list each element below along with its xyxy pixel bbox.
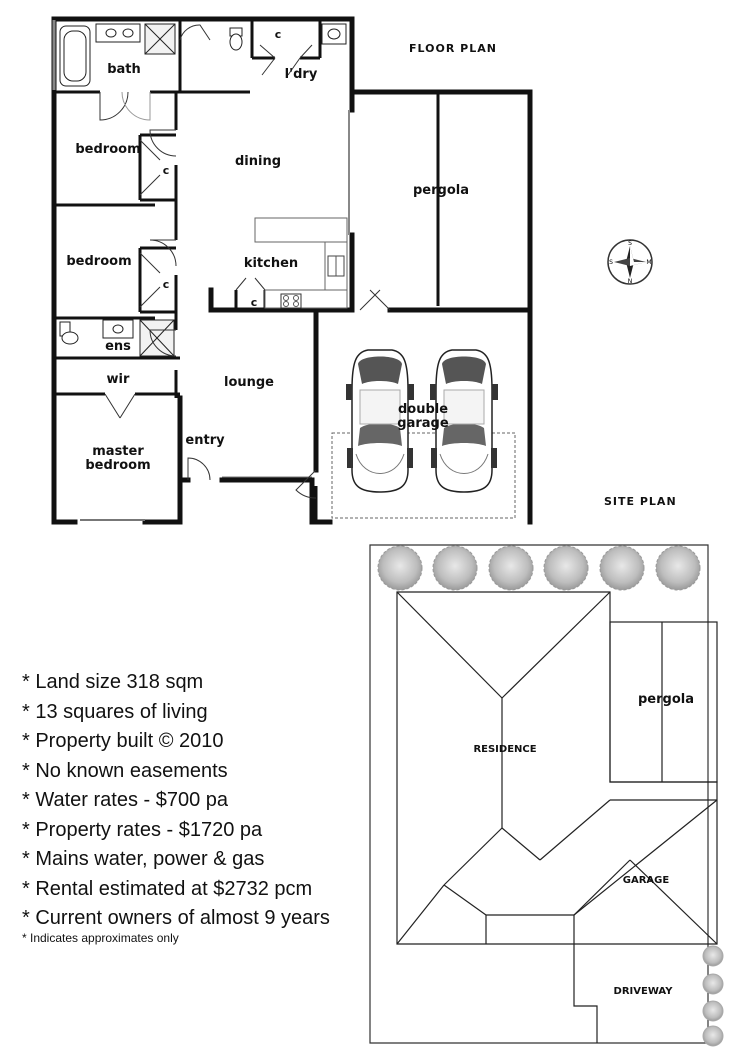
- shrub-icon: [703, 1001, 723, 1021]
- room-bath: bath: [107, 62, 141, 77]
- compass-bottom: N: [627, 278, 633, 285]
- approximates-note: * Indicates approximates only: [22, 931, 179, 945]
- tree-icon: [378, 546, 422, 590]
- site-driveway-label: DRIVEWAY: [613, 986, 673, 997]
- compass-icon: [608, 240, 652, 285]
- site-pergola-label: pergola: [638, 692, 694, 707]
- room-master-line1: master: [92, 444, 144, 459]
- room-entry: entry: [185, 433, 225, 448]
- compass-left: S: [609, 259, 613, 266]
- site-residence-label: RESIDENCE: [473, 744, 537, 755]
- room-garage-line2: garage: [397, 416, 449, 431]
- cupboard-bedroom-1: c: [162, 164, 170, 177]
- cupboard-bedroom-2: c: [162, 278, 170, 291]
- cupboard-kitchen: c: [250, 296, 258, 309]
- compass-right: M: [646, 259, 652, 266]
- room-dining: dining: [234, 154, 282, 169]
- feature-item: * 13 squares of living: [22, 700, 208, 723]
- feature-item: * Property built © 2010: [22, 730, 224, 752]
- room-bedroom-2: bedroom: [66, 254, 132, 269]
- room-pergola: pergola: [413, 183, 469, 198]
- room-bedroom-1: bedroom: [75, 142, 141, 157]
- feature-item: * No known easements: [22, 759, 228, 782]
- tree-icon: [656, 546, 700, 590]
- tree-icon: [433, 546, 477, 590]
- feature-list: [22, 668, 330, 934]
- room-master-line2: bedroom: [85, 458, 151, 473]
- shrub-icon: [703, 946, 723, 966]
- feature-item: * Property rates - $1720 pa: [22, 818, 263, 841]
- feature-item: * Water rates - $700 pa: [22, 789, 229, 811]
- cupboard-laundry: c: [274, 28, 282, 41]
- site-boundary: [370, 545, 708, 1043]
- tree-icon: [544, 546, 588, 590]
- shrub-icon: [703, 974, 723, 994]
- room-ensuite: ens: [105, 339, 131, 354]
- compass-top: S: [628, 240, 632, 247]
- site-garage-label: GARAGE: [622, 875, 670, 886]
- floor-plan: [54, 19, 677, 522]
- room-wir: wir: [106, 372, 130, 387]
- tree-icon: [600, 546, 644, 590]
- room-kitchen: kitchen: [243, 256, 299, 271]
- floor-plan-heading: FLOOR PLAN: [409, 42, 497, 55]
- feature-item: * Current owners of almost 9 years: [22, 907, 330, 929]
- shrub-icon: [703, 1026, 723, 1046]
- site-plan-heading: SITE PLAN: [604, 495, 677, 508]
- room-lounge: lounge: [223, 375, 275, 390]
- tree-icon: [489, 546, 533, 590]
- feature-item: * Land size 318 sqm: [22, 671, 204, 693]
- site-plan: [370, 545, 723, 1046]
- feature-item: * Rental estimated at $2732 pcm: [22, 877, 313, 900]
- room-garage-line1: double: [397, 402, 449, 417]
- room-laundry: l'dry: [284, 67, 318, 82]
- feature-item: * Mains water, power & gas: [22, 848, 265, 870]
